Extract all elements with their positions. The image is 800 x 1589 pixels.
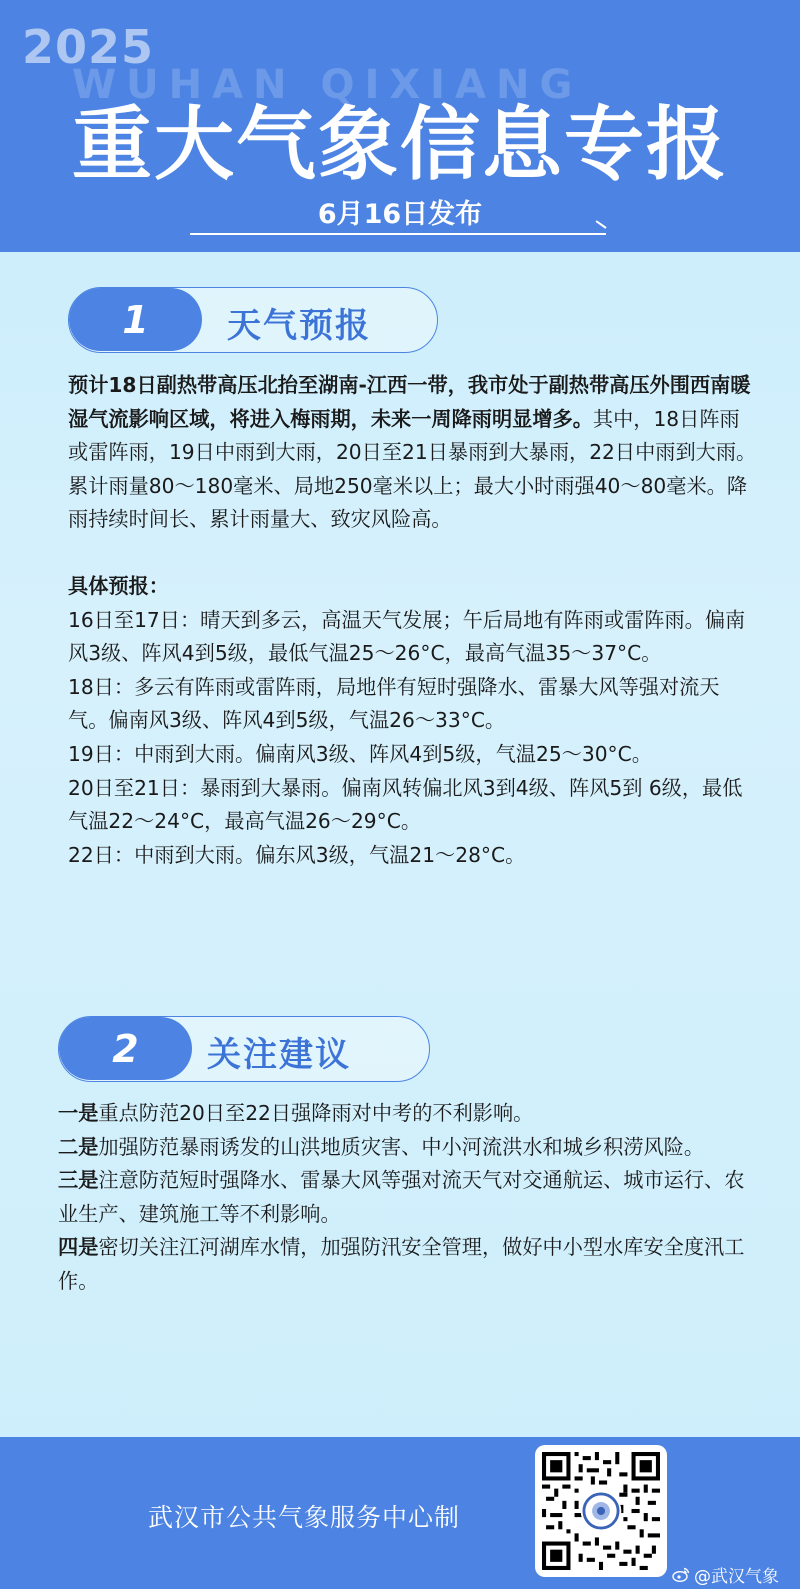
advice-item [58,1164,758,1231]
weibo-icon [672,1567,690,1582]
detail-item: 18日：多云有阵雨或雷阵雨，局地伴有短时强降水、雷暴大风等强对流天气。偏南风3级、阵风4到5级，气温26～33°C。 [68,674,720,733]
forecast-summary-bold: 预计18日副热带高压北抬至湖南-江西一带，我市处于副热带高压外围西南暖湿气流影响区域，将进入梅雨期，未来一周降雨明显增多。 [68,373,751,431]
advice-lead: 二是 [58,1134,99,1159]
advice-text: 注意防范短时强降水、雷暴大风等强对流天气对交通航运、城市运行、农业生产、建筑施工等不利影响。 [58,1168,745,1226]
weibo-handle[interactable] [672,1562,779,1587]
header-banner [0,0,800,252]
detail-heading: 具体预报： [68,573,169,598]
watermark-text: WUHAN QIXIANG [72,62,583,108]
advice-lead: 三是 [58,1168,99,1193]
advice-lead: 一是 [58,1101,99,1125]
detail-item: 19日：中雨到大雨。偏南风3级、阵风4到5级，气温25～30°C。 [68,741,652,766]
detail-item: 20日至21日：暴雨到大暴雨。偏南风转偏北风3到4级、阵风5到 6级，最低气温22～24°C，最高气温26～29°C。 [68,775,743,834]
forecast-summary-rest: 其中，18日阵雨或雷阵雨，19日中雨到大雨，20日至21日暴雨到大暴雨，22日中雨到大雨。累计雨量80～180毫米、局地250毫米以上；最大小时雨强40～80毫米。降雨持续时间长、累计雨量大、致灾风险高。 [68,406,757,532]
advice-text: 密切关注江河湖库水情，加强防汛安全管理，做好中小型水库安全度汛工作。 [58,1235,745,1293]
advice-item [58,1097,758,1131]
section-number-2: 2 [59,1017,192,1080]
section-title-advice: 关注建议 [207,1035,351,1075]
detail-item: 22日：中雨到大雨。偏东风3级，气温21～28°C。 [68,842,526,867]
forecast-summary [68,369,758,537]
section-number-1: 1 [69,288,202,351]
section-header-advice [58,1016,430,1082]
date-underline [190,233,606,235]
forecast-body [68,369,758,872]
qr-code-graphic [542,1452,660,1570]
advice-body [58,1097,758,1299]
advice-text: 重点防范20日至22日强降雨对中考的不利影响。 [98,1101,534,1125]
section-header-forecast [68,287,438,353]
advice-item [58,1231,758,1298]
organization-credit: 武汉市公共气象服务中心制 [148,1503,461,1532]
advice-text: 加强防范暴雨诱发的山洪地质灾害、中小河流洪水和城乡积涝风险。 [98,1134,705,1159]
page-title: 重大气象信息专报 [72,98,728,191]
advice-lead: 四是 [58,1235,99,1260]
publish-date: 6月16日发布 [317,199,483,230]
section-title-forecast: 天气预报 [227,306,371,346]
advice-item [58,1131,758,1165]
year-label: 2025 [22,20,155,74]
weibo-handle-text: @武汉气象 [694,1567,779,1587]
qr-code-icon[interactable] [535,1445,667,1577]
detail-item: 16日至17日：晴天到多云，高温天气发展；午后局地有阵雨或雷阵雨。偏南风3级、阵风4到5级，最低气温25～26°C，最高气温35～37°C。 [68,607,746,666]
